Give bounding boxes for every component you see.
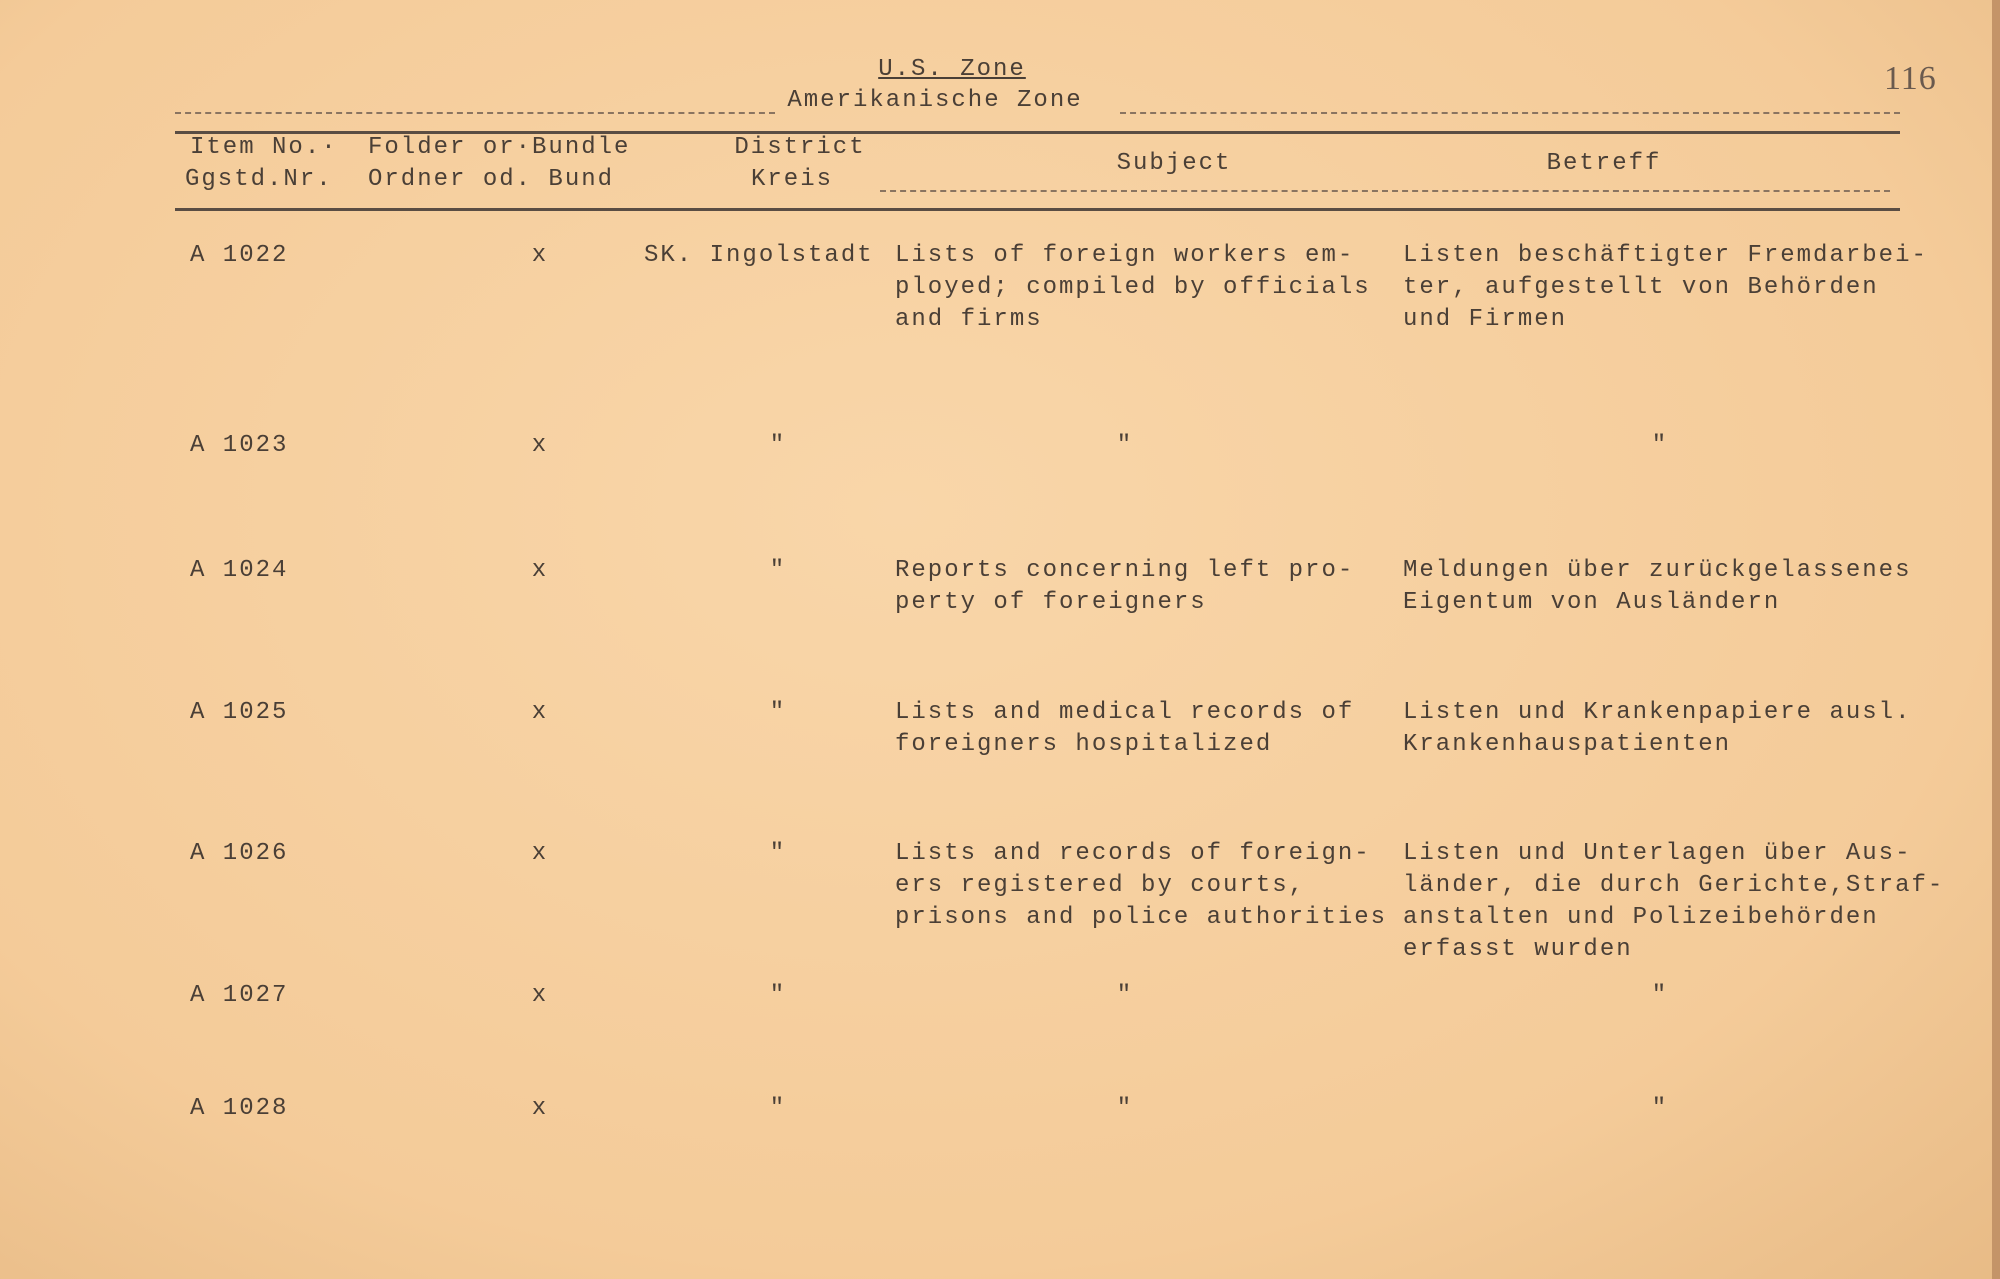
- col-header-item-en: Item No.·: [190, 134, 338, 161]
- page-edge: [1992, 0, 2000, 1279]
- page-number: 116: [1884, 60, 1937, 97]
- cell-item: A 1028: [190, 1095, 289, 1122]
- col-header-folder-de: Ordner od. Bund: [368, 166, 615, 193]
- cell-item: A 1026: [190, 840, 289, 867]
- cell-subject: Lists and records of foreign- ers registered by courts, prisons and police authorities: [895, 840, 1388, 931]
- cell-district: ": [769, 432, 787, 459]
- cell-folder: x: [531, 557, 549, 584]
- cell-subject: ": [1116, 432, 1134, 459]
- col-header-folder-en: Folder or·Bundle: [368, 134, 631, 161]
- col-header-item-de: Ggstd.Nr.: [185, 166, 333, 193]
- cell-folder: x: [531, 699, 549, 726]
- cell-folder: x: [531, 432, 549, 459]
- col-header-betreff: Betreff: [1546, 150, 1662, 177]
- cell-item: A 1027: [190, 982, 289, 1009]
- cell-item: A 1025: [190, 699, 289, 726]
- cell-betreff: ": [1651, 432, 1669, 459]
- cell-betreff: ": [1651, 1095, 1669, 1122]
- cell-betreff: Listen und Unterlagen über Aus- länder, die durch Gerichte,Straf- anstalten und Polizeibehörden erfasst wurden: [1403, 840, 1945, 963]
- dashed-line: [175, 112, 775, 114]
- cell-betreff: Listen und Krankenpapiere ausl. Krankenhauspatienten: [1403, 699, 1912, 758]
- cell-betreff: ": [1651, 982, 1669, 1009]
- cell-subject: Lists of foreign workers em- ployed; compiled by officials and firms: [895, 242, 1371, 333]
- cell-folder: x: [531, 840, 549, 867]
- cell-folder: x: [531, 982, 549, 1009]
- cell-subject: Lists and medical records of foreigners hospitalized: [895, 699, 1355, 758]
- cell-folder: x: [531, 1095, 549, 1122]
- cell-folder: x: [531, 242, 549, 269]
- cell-district: ": [769, 557, 787, 584]
- cell-district: SK. Ingolstadt: [644, 242, 874, 269]
- cell-betreff: Meldungen über zurückgelassenes Eigentum von Ausländern: [1403, 557, 1912, 616]
- dashed-line: [880, 190, 1890, 192]
- cell-district: ": [769, 1095, 787, 1122]
- zone-title-en: U.S. Zone: [878, 56, 1026, 83]
- cell-item: A 1023: [190, 432, 289, 459]
- cell-subject: ": [1116, 1095, 1134, 1122]
- cell-subject: ": [1116, 982, 1134, 1009]
- cell-district: ": [769, 982, 787, 1009]
- cell-district: ": [769, 699, 787, 726]
- col-header-district-en: District: [734, 134, 866, 161]
- col-header-district-de: Kreis: [750, 166, 834, 193]
- cell-betreff: Listen beschäftigter Fremdarbei- ter, aufgestellt von Behörden und Firmen: [1403, 242, 1928, 333]
- cell-district: ": [769, 840, 787, 867]
- header-bottom-rule: [175, 208, 1900, 211]
- dashed-line: [1120, 112, 1900, 114]
- cell-subject: Reports concerning left pro- perty of foreigners: [895, 557, 1355, 616]
- col-header-subject: Subject: [1116, 150, 1232, 177]
- zone-title-de: Amerikanische Zone: [787, 87, 1083, 114]
- cell-item: A 1022: [190, 242, 289, 269]
- cell-item: A 1024: [190, 557, 289, 584]
